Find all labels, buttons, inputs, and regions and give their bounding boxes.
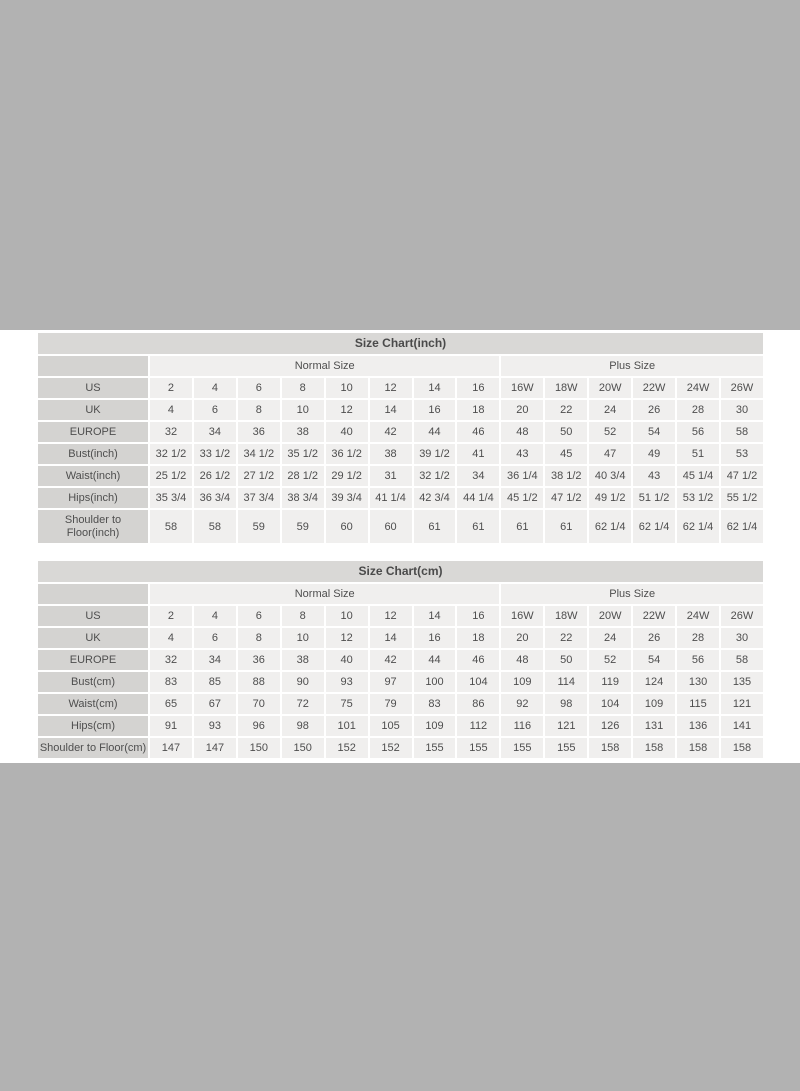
size-cell: 26W: [721, 378, 763, 398]
size-cell: 72: [282, 694, 324, 714]
size-cell: 14: [414, 378, 456, 398]
size-cell: 45: [545, 444, 587, 464]
size-cell: 158: [589, 738, 631, 758]
size-chart-inch: [38, 333, 763, 545]
size-cell: 59: [238, 510, 280, 543]
size-cell: 62 1/4: [589, 510, 631, 543]
size-cell: 10: [326, 606, 368, 626]
size-cell: 16: [414, 628, 456, 648]
size-cell: 40: [326, 422, 368, 442]
size-cell: 36 3/4: [194, 488, 236, 508]
size-cell: 12: [326, 628, 368, 648]
size-cell: 18: [457, 628, 499, 648]
size-cell: 96: [238, 716, 280, 736]
size-cell: 85: [194, 672, 236, 692]
row-label: UK: [38, 400, 148, 420]
table-row: [38, 444, 763, 464]
size-cell: 20W: [589, 378, 631, 398]
row-label: US: [38, 606, 148, 626]
size-cell: 26: [633, 400, 675, 420]
size-cell: 155: [414, 738, 456, 758]
size-cell: 70: [238, 694, 280, 714]
size-cell: 2: [150, 378, 192, 398]
size-cell: 58: [194, 510, 236, 543]
size-cell: 51 1/2: [633, 488, 675, 508]
size-cell: 79: [370, 694, 412, 714]
size-cell: 34: [194, 650, 236, 670]
size-cell: 59: [282, 510, 324, 543]
size-cell: 51: [677, 444, 719, 464]
size-cell: 93: [326, 672, 368, 692]
size-cell: 48: [501, 422, 543, 442]
size-cell: 18W: [545, 378, 587, 398]
size-cell: 22W: [633, 606, 675, 626]
size-cell: 55 1/2: [721, 488, 763, 508]
size-cell: 90: [282, 672, 324, 692]
size-cell: 22: [545, 628, 587, 648]
size-cell: 6: [238, 606, 280, 626]
size-cell: 47: [589, 444, 631, 464]
size-cell: 150: [238, 738, 280, 758]
size-cell: 97: [370, 672, 412, 692]
size-cell: 41: [457, 444, 499, 464]
size-cell: 83: [150, 672, 192, 692]
size-cell: 40 3/4: [589, 466, 631, 486]
size-cell: 6: [194, 400, 236, 420]
row-label: US: [38, 378, 148, 398]
size-cell: 53 1/2: [677, 488, 719, 508]
size-cell: 45 1/2: [501, 488, 543, 508]
group-header-plus-size: Plus Size: [501, 584, 763, 604]
size-cell: 34: [194, 422, 236, 442]
size-cell: 105: [370, 716, 412, 736]
size-cell: 16W: [501, 606, 543, 626]
size-cell: 60: [326, 510, 368, 543]
size-cell: 34: [457, 466, 499, 486]
size-cell: 2: [150, 606, 192, 626]
size-cell: 101: [326, 716, 368, 736]
size-cell: 124: [633, 672, 675, 692]
size-cell: 35 3/4: [150, 488, 192, 508]
size-cell: 147: [150, 738, 192, 758]
size-cell: 155: [457, 738, 499, 758]
size-cell: 8: [282, 606, 324, 626]
size-cell: 98: [545, 694, 587, 714]
chart-title: Size Chart(cm): [38, 561, 763, 582]
table-row: [38, 738, 763, 758]
size-cell: 42: [370, 422, 412, 442]
size-cell: 16W: [501, 378, 543, 398]
table-row: [38, 694, 763, 714]
size-cell: 47 1/2: [545, 488, 587, 508]
size-cell: 27 1/2: [238, 466, 280, 486]
size-cell: 43: [501, 444, 543, 464]
size-cell: 152: [370, 738, 412, 758]
size-cell: 115: [677, 694, 719, 714]
table-row: [38, 606, 763, 626]
size-cell: 86: [457, 694, 499, 714]
size-cell: 33 1/2: [194, 444, 236, 464]
size-cell: 136: [677, 716, 719, 736]
size-cell: 43: [633, 466, 675, 486]
size-cell: 20: [501, 628, 543, 648]
size-cell: 54: [633, 422, 675, 442]
size-cell: 14: [370, 400, 412, 420]
chart-title: Size Chart(inch): [38, 333, 763, 354]
group-header-row: [38, 356, 763, 376]
size-cell: 98: [282, 716, 324, 736]
size-cell: 56: [677, 422, 719, 442]
size-cell: 126: [589, 716, 631, 736]
size-cell: 24W: [677, 606, 719, 626]
corner-cell: [38, 356, 148, 376]
size-cell: 34 1/2: [238, 444, 280, 464]
size-cell: 44 1/4: [457, 488, 499, 508]
size-cell: 10: [282, 628, 324, 648]
size-cell: 4: [150, 400, 192, 420]
size-cell: 10: [282, 400, 324, 420]
table-row: [38, 716, 763, 736]
row-label: Hips(cm): [38, 716, 148, 736]
size-cell: 14: [414, 606, 456, 626]
size-cell: 45 1/4: [677, 466, 719, 486]
size-cell: 12: [370, 606, 412, 626]
size-cell: 6: [238, 378, 280, 398]
group-header-normal-size: Normal Size: [150, 584, 499, 604]
size-cell: 38: [370, 444, 412, 464]
size-cell: 158: [677, 738, 719, 758]
size-cell: 62 1/4: [721, 510, 763, 543]
size-cell: 58: [721, 650, 763, 670]
size-cell: 22W: [633, 378, 675, 398]
size-cell: 67: [194, 694, 236, 714]
size-cell: 8: [282, 378, 324, 398]
size-cell: 88: [238, 672, 280, 692]
table-row: [38, 422, 763, 442]
size-cell: 36: [238, 422, 280, 442]
size-cell: 61: [545, 510, 587, 543]
size-cell: 155: [545, 738, 587, 758]
size-cell: 48: [501, 650, 543, 670]
size-cell: 50: [545, 650, 587, 670]
size-cell: 158: [633, 738, 675, 758]
size-cell: 114: [545, 672, 587, 692]
size-cell: 36 1/2: [326, 444, 368, 464]
size-cell: 32 1/2: [150, 444, 192, 464]
size-cell: 44: [414, 422, 456, 442]
table-row: [38, 650, 763, 670]
table-row: [38, 628, 763, 648]
size-cell: 62 1/4: [677, 510, 719, 543]
row-label: Shoulder to Floor(cm): [38, 738, 148, 758]
size-cell: 54: [633, 650, 675, 670]
size-cell: 50: [545, 422, 587, 442]
size-cell: 121: [721, 694, 763, 714]
size-cell: 39 3/4: [326, 488, 368, 508]
size-cell: 75: [326, 694, 368, 714]
size-cell: 4: [194, 606, 236, 626]
row-label: Waist(inch): [38, 466, 148, 486]
size-cell: 53: [721, 444, 763, 464]
row-label: Bust(cm): [38, 672, 148, 692]
size-cell: 29 1/2: [326, 466, 368, 486]
size-cell: 46: [457, 650, 499, 670]
size-cell: 38: [282, 422, 324, 442]
size-cell: 150: [282, 738, 324, 758]
row-label: Hips(inch): [38, 488, 148, 508]
row-label: Waist(cm): [38, 694, 148, 714]
table-row: [38, 466, 763, 486]
size-cell: 4: [150, 628, 192, 648]
size-cell: 131: [633, 716, 675, 736]
size-cell: 8: [238, 400, 280, 420]
size-cell: 56: [677, 650, 719, 670]
size-cell: 52: [589, 650, 631, 670]
group-header-row: [38, 584, 763, 604]
size-cell: 22: [545, 400, 587, 420]
size-chart-cm: [38, 561, 763, 760]
size-cell: 36: [238, 650, 280, 670]
size-cell: 83: [414, 694, 456, 714]
size-cell: 32 1/2: [414, 466, 456, 486]
size-cell: 61: [457, 510, 499, 543]
group-header-normal-size: Normal Size: [150, 356, 499, 376]
size-cell: 36 1/4: [501, 466, 543, 486]
size-cell: 42 3/4: [414, 488, 456, 508]
size-cell: 10: [326, 378, 368, 398]
size-cell: 100: [414, 672, 456, 692]
size-cell: 16: [457, 378, 499, 398]
size-cell: 40: [326, 650, 368, 670]
size-table-inch: [36, 354, 765, 545]
size-cell: 8: [238, 628, 280, 648]
size-cell: 12: [370, 378, 412, 398]
table-row: [38, 400, 763, 420]
size-cell: 41 1/4: [370, 488, 412, 508]
size-cell: 147: [194, 738, 236, 758]
size-cell: 104: [589, 694, 631, 714]
size-cell: 28: [677, 400, 719, 420]
size-cell: 60: [370, 510, 412, 543]
size-cell: 28 1/2: [282, 466, 324, 486]
size-cell: 61: [414, 510, 456, 543]
size-cell: 119: [589, 672, 631, 692]
size-cell: 62 1/4: [633, 510, 675, 543]
size-cell: 26 1/2: [194, 466, 236, 486]
size-cell: 91: [150, 716, 192, 736]
size-cell: 31: [370, 466, 412, 486]
size-cell: 25 1/2: [150, 466, 192, 486]
size-cell: 26: [633, 628, 675, 648]
row-label: EUROPE: [38, 422, 148, 442]
size-cell: 158: [721, 738, 763, 758]
size-cell: 92: [501, 694, 543, 714]
size-chart-panel: [0, 330, 800, 763]
size-cell: 28: [677, 628, 719, 648]
size-cell: 135: [721, 672, 763, 692]
size-cell: 39 1/2: [414, 444, 456, 464]
size-cell: 49: [633, 444, 675, 464]
size-cell: 58: [150, 510, 192, 543]
size-cell: 20: [501, 400, 543, 420]
size-cell: 58: [721, 422, 763, 442]
size-cell: 4: [194, 378, 236, 398]
size-cell: 47 1/2: [721, 466, 763, 486]
size-cell: 61: [501, 510, 543, 543]
size-cell: 155: [501, 738, 543, 758]
table-row: [38, 378, 763, 398]
size-cell: 38 3/4: [282, 488, 324, 508]
corner-cell: [38, 584, 148, 604]
size-cell: 44: [414, 650, 456, 670]
size-cell: 49 1/2: [589, 488, 631, 508]
size-cell: 26W: [721, 606, 763, 626]
row-label: Shoulder to Floor(inch): [38, 510, 148, 543]
size-cell: 38: [282, 650, 324, 670]
size-cell: 109: [501, 672, 543, 692]
size-cell: 14: [370, 628, 412, 648]
size-table-cm: [36, 582, 765, 760]
size-cell: 152: [326, 738, 368, 758]
size-cell: 35 1/2: [282, 444, 324, 464]
size-cell: 46: [457, 422, 499, 442]
table-row: [38, 510, 763, 543]
size-cell: 42: [370, 650, 412, 670]
group-header-plus-size: Plus Size: [501, 356, 763, 376]
size-cell: 20W: [589, 606, 631, 626]
size-cell: 65: [150, 694, 192, 714]
size-cell: 109: [633, 694, 675, 714]
size-cell: 30: [721, 400, 763, 420]
size-cell: 112: [457, 716, 499, 736]
size-cell: 18W: [545, 606, 587, 626]
table-row: [38, 672, 763, 692]
size-cell: 6: [194, 628, 236, 648]
size-cell: 24: [589, 628, 631, 648]
size-cell: 16: [457, 606, 499, 626]
size-cell: 109: [414, 716, 456, 736]
size-cell: 121: [545, 716, 587, 736]
row-label: EUROPE: [38, 650, 148, 670]
size-cell: 116: [501, 716, 543, 736]
size-cell: 104: [457, 672, 499, 692]
size-cell: 32: [150, 422, 192, 442]
table-row: [38, 488, 763, 508]
size-cell: 37 3/4: [238, 488, 280, 508]
size-cell: 24: [589, 400, 631, 420]
size-cell: 141: [721, 716, 763, 736]
row-label: Bust(inch): [38, 444, 148, 464]
size-cell: 52: [589, 422, 631, 442]
size-cell: 32: [150, 650, 192, 670]
size-cell: 18: [457, 400, 499, 420]
size-cell: 30: [721, 628, 763, 648]
size-cell: 16: [414, 400, 456, 420]
size-cell: 38 1/2: [545, 466, 587, 486]
size-cell: 24W: [677, 378, 719, 398]
size-cell: 12: [326, 400, 368, 420]
size-cell: 93: [194, 716, 236, 736]
row-label: UK: [38, 628, 148, 648]
size-cell: 130: [677, 672, 719, 692]
